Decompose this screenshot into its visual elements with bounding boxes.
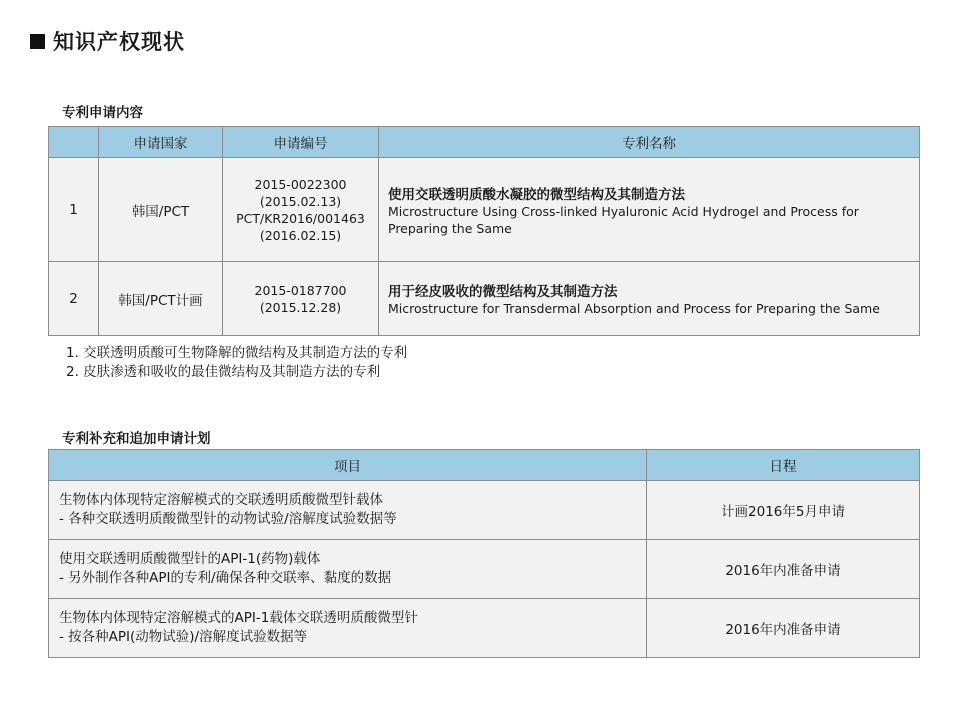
list-item: 1. 交联透明质酸可生物降解的微结构及其制造方法的专利 bbox=[66, 345, 408, 361]
section-title-patent-applications: 专利申请内容 bbox=[62, 105, 143, 121]
header-country: 申请国家 bbox=[99, 127, 223, 158]
plan-item bbox=[49, 599, 647, 658]
row-no: 2 bbox=[49, 262, 99, 336]
row-country: 韩国/PCT bbox=[99, 158, 223, 262]
patent-title-cn: 用于经皮吸收的微型结构及其制造方法 bbox=[388, 284, 618, 300]
table-row bbox=[49, 481, 920, 540]
row-no: 1 bbox=[49, 158, 99, 262]
list-item: 2. 皮肤渗透和吸收的最佳微结构及其制造方法的专利 bbox=[66, 364, 381, 380]
plan-item-detail: - 另外制作各种API的专利/确保各种交联率、黏度的数据 bbox=[59, 570, 392, 586]
header-no bbox=[49, 127, 99, 158]
patent-plan-table bbox=[48, 449, 920, 658]
row-patent-name bbox=[379, 262, 920, 336]
row-patent-name bbox=[379, 158, 920, 262]
plan-item-title: 生物体内体现特定溶解模式的API-1载体交联透明质酸微型针 bbox=[59, 610, 418, 626]
table-row bbox=[49, 540, 920, 599]
plan-item bbox=[49, 540, 647, 599]
title-square-icon bbox=[30, 34, 45, 49]
pct-date: (2016.02.15) bbox=[259, 227, 342, 243]
table-row bbox=[49, 158, 920, 262]
page-title-text: 知识产权现状 bbox=[53, 30, 185, 54]
pct-number: PCT/KR2016/001463 bbox=[236, 210, 365, 226]
plan-item-detail: - 按各种API(动物试验)/溶解度试验数据等 bbox=[59, 629, 308, 645]
application-number: 2015-0022300 bbox=[254, 176, 347, 192]
plan-schedule: 2016年内准备申请 bbox=[647, 540, 920, 599]
plan-item bbox=[49, 481, 647, 540]
table-row bbox=[49, 262, 920, 336]
plan-item-title: 使用交联透明质酸微型针的API-1(药物)载体 bbox=[59, 551, 321, 567]
row-numbers bbox=[223, 158, 379, 262]
header-patent-name: 专利名称 bbox=[379, 127, 920, 158]
section-title-patent-plan: 专利补充和追加申请计划 bbox=[62, 431, 211, 447]
header-item: 项目 bbox=[49, 450, 647, 481]
patent-notes-list bbox=[66, 344, 407, 382]
patent-title-en: Microstructure Using Cross-linked Hyaluronic Acid Hydrogel and Process for Preparing the Same bbox=[388, 203, 859, 236]
plan-schedule: 2016年内准备申请 bbox=[647, 599, 920, 658]
header-number: 申请编号 bbox=[223, 127, 379, 158]
row-country: 韩国/PCT计画 bbox=[99, 262, 223, 336]
application-date: (2015.02.13) bbox=[259, 193, 342, 209]
plan-item-title: 生物体内体现特定溶解模式的交联透明质酸微型针载体 bbox=[59, 492, 383, 508]
patent-title-en: Microstructure for Transdermal Absorption and Process for Preparing the Same bbox=[388, 301, 880, 316]
table-header-row bbox=[49, 450, 920, 481]
plan-item-detail: - 各种交联透明质酸微型针的动物试验/溶解度试验数据等 bbox=[59, 511, 397, 527]
header-schedule: 日程 bbox=[647, 450, 920, 481]
patent-application-table bbox=[48, 126, 920, 336]
table-header-row bbox=[49, 127, 920, 158]
patent-title-cn: 使用交联透明质酸水凝胶的微型结构及其制造方法 bbox=[388, 186, 685, 203]
row-numbers bbox=[223, 262, 379, 336]
table-row bbox=[49, 599, 920, 658]
page-title bbox=[30, 26, 185, 56]
plan-schedule: 计画2016年5月申请 bbox=[647, 481, 920, 540]
application-date: (2015.12.28) bbox=[259, 299, 342, 315]
application-number: 2015-0187700 bbox=[254, 282, 347, 298]
